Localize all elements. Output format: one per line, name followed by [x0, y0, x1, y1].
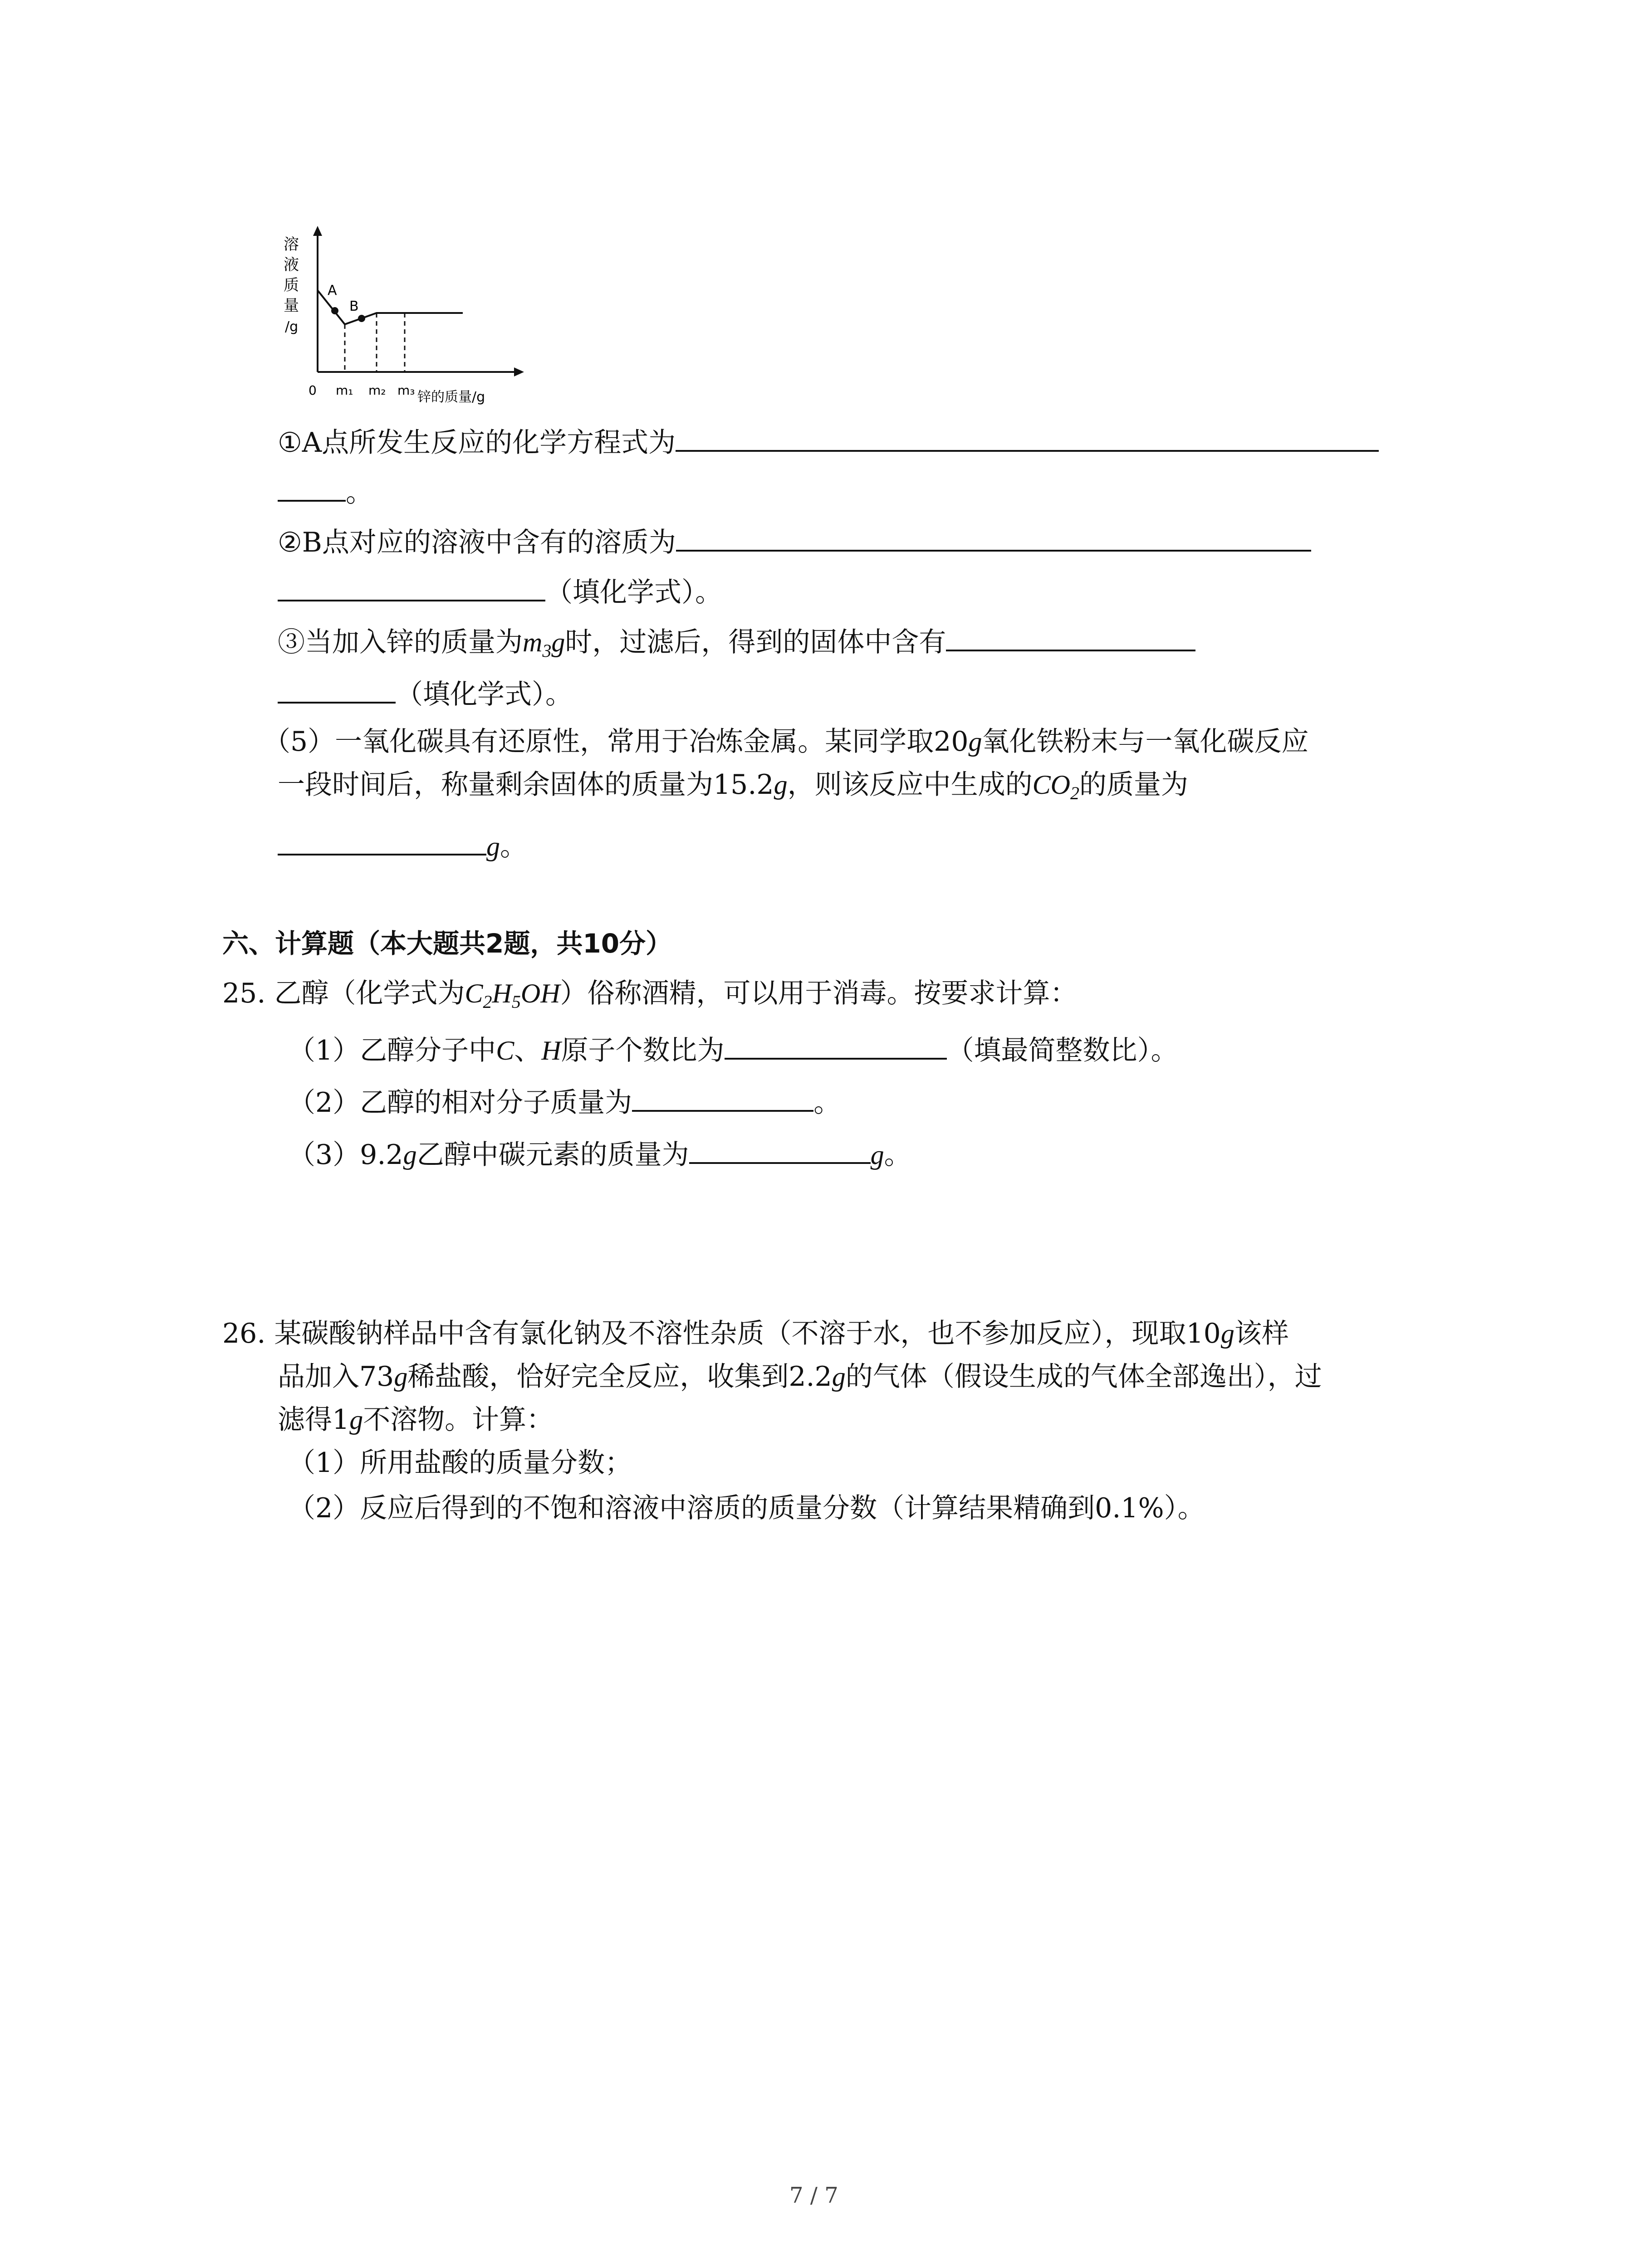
q26-l1-pre: 26. 某碳酸钠样品中含有氯化钠及不溶性杂质（不溶于水，也不参加反应），现取10: [222, 1318, 1221, 1349]
y-axis-label-5: /g: [285, 319, 299, 335]
q26-l2-post: 的气体（假设生成的气体全部逸出），过: [845, 1361, 1322, 1393]
q26-l2-unit: g: [394, 1362, 408, 1392]
q25-s3-end-unit: g: [870, 1140, 884, 1170]
q24-item3-end: （填化学式）。: [396, 679, 573, 710]
tick-m3: m₃: [397, 383, 415, 398]
y-axis-label-2: 液: [284, 256, 299, 274]
page-number: 7 / 7: [789, 2183, 838, 2208]
q25-s1-h: H: [541, 1036, 561, 1066]
tick-m1: m₁: [336, 383, 353, 398]
q25-s3-post: 乙醇中碳元素的质量为: [416, 1139, 689, 1171]
q24-item3-cont: [278, 674, 573, 713]
q25-sub2: [288, 1082, 841, 1121]
q24-p5-l2-unit: g: [774, 770, 788, 800]
q24-p5-l2-pre: 一段时间后，称量剩余固体的质量为15.2: [278, 769, 774, 801]
q24-item3: [278, 621, 1195, 669]
q24-item1-cont: [278, 472, 373, 511]
q25-s2-blank[interactable]: [632, 1082, 813, 1112]
q24-part5-line3: [278, 826, 527, 865]
q24-item1-blank-cont[interactable]: [278, 472, 346, 502]
point-b: [358, 315, 365, 322]
q25-s2-end: 。: [813, 1087, 841, 1119]
q24-item2-end: （填化学式）。: [545, 577, 722, 608]
q25-sub1: [288, 1030, 1178, 1069]
q26-l1-unit: g: [1220, 1319, 1234, 1349]
q26-line1: [222, 1315, 1289, 1352]
q25-sub3: [288, 1134, 911, 1173]
q26-l1-post: 该样: [1234, 1318, 1289, 1349]
q24-item2-blank[interactable]: [676, 522, 1311, 552]
point-b-label: B: [349, 298, 359, 314]
q24-p5-l1-post: 氧化铁粉末与一氧化碳反应: [982, 726, 1309, 758]
q25-s3-blank[interactable]: [689, 1134, 871, 1164]
q24-p5-l3-end: 。: [500, 831, 527, 862]
q24-item3-pre: ③当加入锌的质量为: [278, 626, 523, 658]
q26-l3-pre: 滤得1: [278, 1404, 350, 1436]
q24-item3-blank-cont[interactable]: [278, 674, 396, 704]
q24-item2: [278, 522, 1311, 561]
q26-sub1: （1）所用盐酸的质量分数；: [288, 1447, 632, 1479]
q24-part5-line2: [278, 767, 1188, 811]
q25-formula-oh: OH: [520, 978, 560, 1008]
q25-s1-pre: （1）乙醇分子中: [288, 1035, 496, 1066]
q25-s3-pre: （3）9.2: [288, 1139, 403, 1171]
q24-p5-l2-post: 的质量为: [1079, 769, 1188, 801]
q25-s2-text: （2）乙醇的相对分子质量为: [288, 1087, 632, 1119]
point-a: [331, 307, 338, 314]
q24-p5-l2-co: CO: [1032, 770, 1070, 800]
q25-formula-h-sub: 5: [511, 992, 521, 1012]
q24-item3-blank[interactable]: [946, 621, 1195, 651]
solution-mass-curve: [318, 290, 463, 324]
q25-s1-post: 原子个数比为: [561, 1035, 725, 1066]
q24-item1-end: 。: [346, 477, 373, 508]
q24-p5-l1-pre: （5）一氧化碳具有还原性，常用于冶炼金属。某同学取20: [263, 726, 969, 758]
q24-p5-blank[interactable]: [278, 826, 486, 855]
q26-l2-pre: 品加入73: [278, 1361, 394, 1393]
q24-item2-cont: [278, 572, 722, 611]
section6-heading: 六、计算题（本大题共2题，共10分）: [222, 928, 672, 959]
q26-l3-post: 不溶物。计算：: [363, 1404, 554, 1436]
q24-item3-post: 时，过滤后，得到的固体中含有: [565, 626, 946, 658]
q24-item1-text: ①A点所发生反应的化学方程式为: [278, 427, 676, 459]
q26-sub2: （2）反应后得到的不饱和溶液中溶质的质量分数（计算结果精确到0.1%）。: [288, 1492, 1205, 1524]
q25-s1-mid: 、: [514, 1035, 542, 1066]
y-axis-label-1: 溶: [284, 235, 299, 254]
q24-p5-l2-sub: 2: [1070, 783, 1079, 803]
x-axis-label: 锌的质量/g: [417, 389, 485, 405]
q25-s1-c: C: [496, 1036, 514, 1066]
q26-l2-unit2: g: [832, 1362, 846, 1392]
y-axis-label-4: 量: [284, 297, 299, 315]
q24-p5-l2-mid: ，则该反应中生成的: [787, 769, 1033, 801]
y-axis-label-3: 质: [284, 276, 299, 294]
q24-item2-text: ②B点对应的溶液中含有的溶质为: [278, 527, 676, 558]
q25-s1-end: （填最简整数比）。: [946, 1035, 1178, 1066]
q24-item3-sub: 3: [542, 640, 552, 661]
origin-label: 0: [309, 383, 317, 398]
q25-s1-blank[interactable]: [725, 1030, 947, 1060]
q24-p5-l1-unit: g: [968, 727, 982, 757]
tick-m2: m₂: [368, 383, 386, 398]
q24-item2-blank-cont[interactable]: [278, 572, 545, 601]
q25-s3-end: 。: [884, 1139, 911, 1171]
q25-formula-h: H: [492, 978, 512, 1008]
q24-part5-line1: [263, 723, 1309, 760]
q25-stem-post: ）俗称酒精，可以用于消毒。按要求计算：: [560, 978, 1078, 1009]
q25-formula-c: C: [465, 978, 483, 1008]
q26-line2: [278, 1359, 1322, 1395]
q24-item1: [278, 422, 1379, 461]
q26-line3: [278, 1402, 554, 1438]
point-a-label: A: [328, 283, 337, 298]
zinc-mass-graph: [272, 222, 563, 413]
q26-l3-unit: g: [349, 1405, 363, 1435]
q24-item1-blank[interactable]: [676, 422, 1379, 452]
q25-s3-unit: g: [403, 1140, 417, 1170]
q24-p5-l3-unit: g: [486, 831, 500, 861]
q24-item3-var: m: [523, 627, 543, 657]
q25-stem-pre: 25. 乙醇（化学式为: [222, 978, 465, 1009]
q25-formula-c-sub: 2: [483, 992, 492, 1012]
q24-item3-unit: g: [551, 627, 565, 657]
q26-l2-mid: 稀盐酸，恰好完全反应，收集到2.2: [407, 1361, 832, 1393]
q25-stem: [222, 975, 1078, 1020]
